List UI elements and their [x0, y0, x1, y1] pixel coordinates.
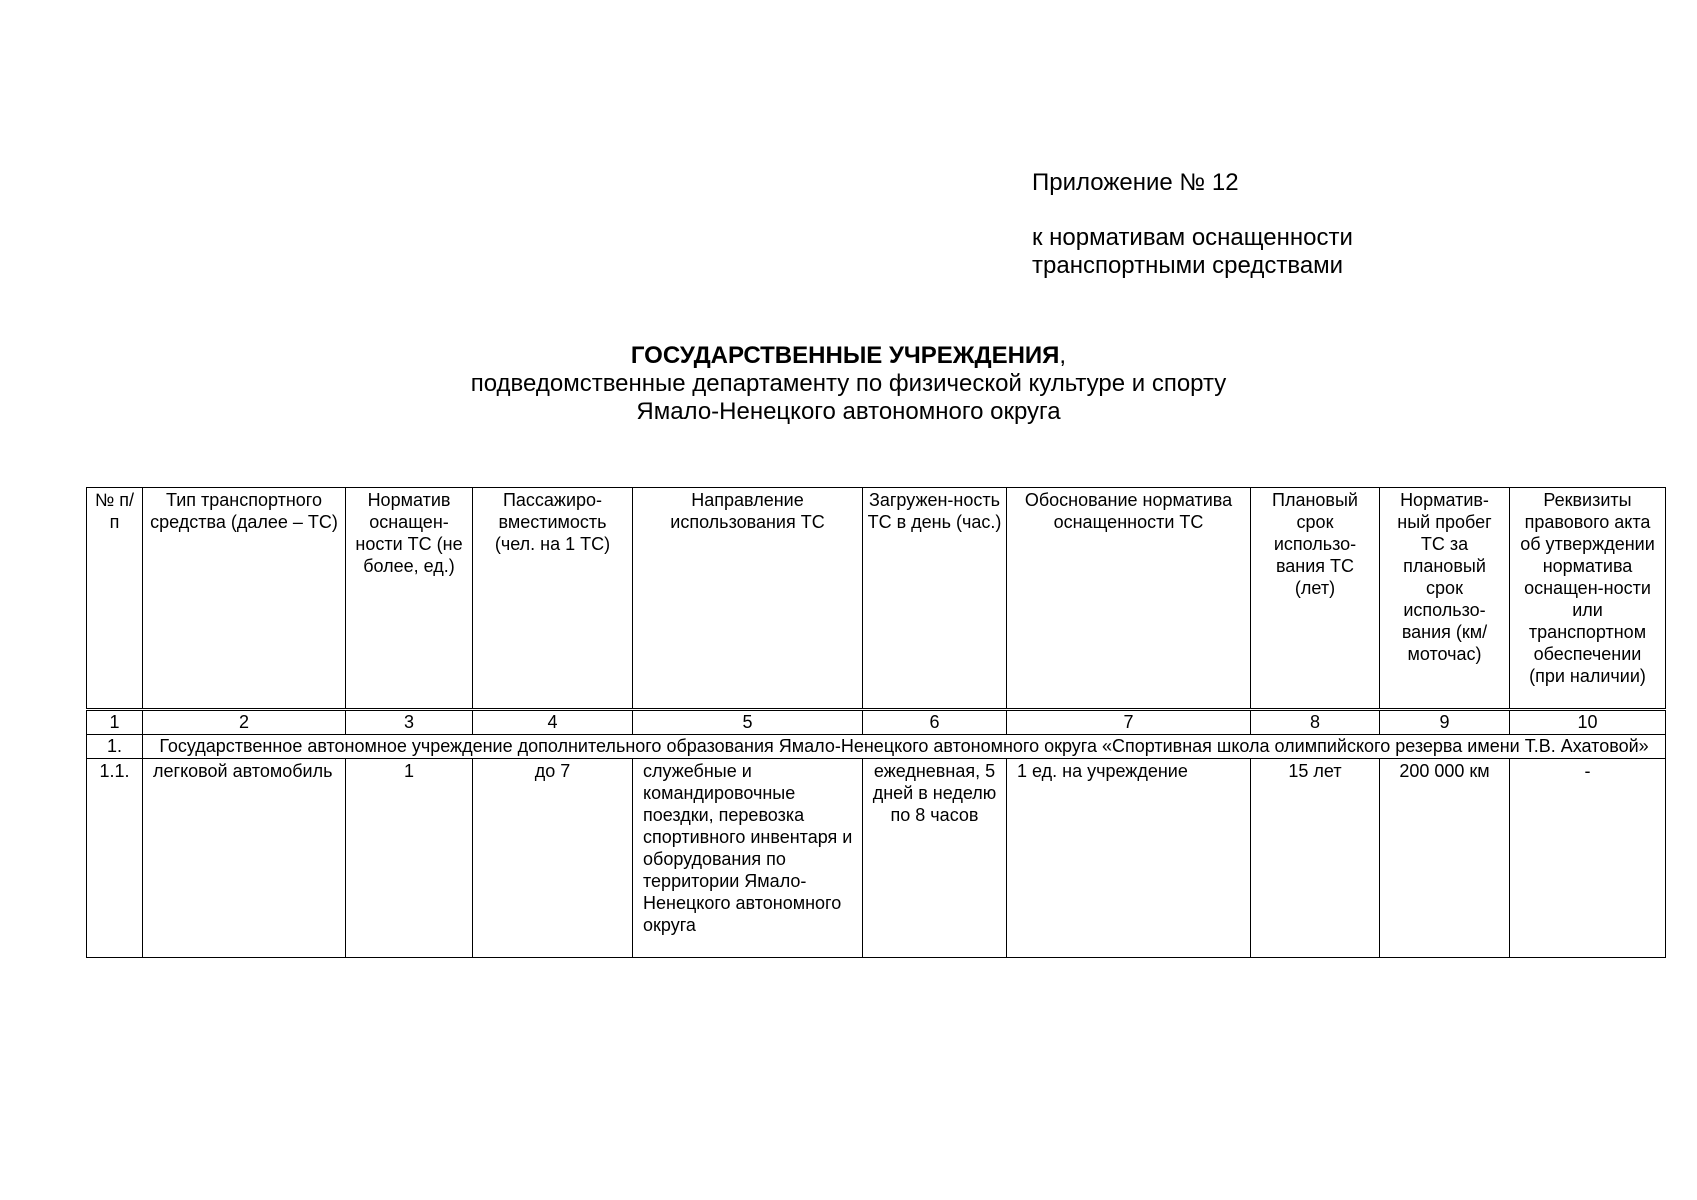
column-number: 9: [1380, 710, 1510, 735]
column-number: 2: [143, 710, 346, 735]
section-number: 1.: [87, 735, 143, 759]
title-line-3: Ямало-Ненецкого автономного округа: [636, 398, 1061, 425]
title-comma: ,: [1059, 342, 1067, 369]
column-number: 8: [1251, 710, 1380, 735]
document-title: [0, 342, 1697, 426]
title-line-2: подведомственные департаменту по физической культуре и спорту: [470, 370, 1227, 397]
table-row: [87, 759, 1666, 958]
title-line-1: [0, 342, 1697, 370]
norm-justification: 1 ед. на учреждение: [1007, 759, 1251, 958]
vehicle-type: легковой автомобиль: [143, 759, 346, 958]
column-number: 5: [633, 710, 863, 735]
daily-load: ежедневная, 5 дней в неделю по 8 часов: [863, 759, 1007, 958]
column-number: 3: [346, 710, 473, 735]
header-cell: Пассажиро-вместимость (чел. на 1 ТС): [473, 488, 633, 710]
header-cell: № п/п: [87, 488, 143, 710]
passenger-capacity: до 7: [473, 759, 633, 958]
header-cell: Плановый срок использо-вания ТС (лет): [1251, 488, 1380, 710]
column-number: 1: [87, 710, 143, 735]
title-bold: ГОСУДАРСТВЕННЫЕ УЧРЕЖДЕНИЯ: [630, 342, 1060, 369]
usage-direction: служебные и командировочные поездки, перевозка спортивного инвентаря и оборудования по территории Ямало-Ненецкого автономного округа: [633, 759, 863, 958]
normative-mileage: 200 000 км: [1380, 759, 1510, 958]
header-cell: Реквизиты правового акта об утверждении норматива оснащен-ности или транспортном обеспечении (при наличии): [1510, 488, 1666, 710]
legal-act-details: -: [1510, 759, 1666, 958]
header-cell: Загружен-ность ТС в день (час.): [863, 488, 1007, 710]
header-cell: Тип транспортного средства (далее – ТС): [143, 488, 346, 710]
section-name: Государственное автономное учреждение дополнительного образования Ямало-Ненецкого автономного округа «Спортивная школа олимпийского резерва имени Т.В. Ахатовой»: [143, 735, 1666, 759]
equipment-norm: 1: [346, 759, 473, 958]
appendix-block: [1032, 169, 1632, 280]
column-number: 4: [473, 710, 633, 735]
appendix-gap: [1032, 197, 1632, 224]
column-number: 7: [1007, 710, 1251, 735]
column-number: 10: [1510, 710, 1666, 735]
appendix-line-1: к нормативам оснащенности: [1032, 224, 1353, 251]
header-cell: Направление использования ТС: [633, 488, 863, 710]
appendix-line-2: транспортными средствами: [1032, 252, 1344, 279]
appendix-number: Приложение № 12: [1032, 169, 1239, 196]
norms-table: [86, 487, 1666, 958]
header-cell: Обоснование норматива оснащенности ТС: [1007, 488, 1251, 710]
row-number: 1.1.: [87, 759, 143, 958]
section-row: [87, 735, 1666, 759]
column-number-row: [87, 710, 1666, 735]
column-number: 6: [863, 710, 1007, 735]
header-cell: Норматив-ный пробег ТС за плановый срок использо-вания (км/ моточас): [1380, 488, 1510, 710]
header-cell: Норматив оснащен-ности ТС (не более, ед.): [346, 488, 473, 710]
planned-term: 15 лет: [1251, 759, 1380, 958]
table-header-row: [87, 488, 1666, 710]
